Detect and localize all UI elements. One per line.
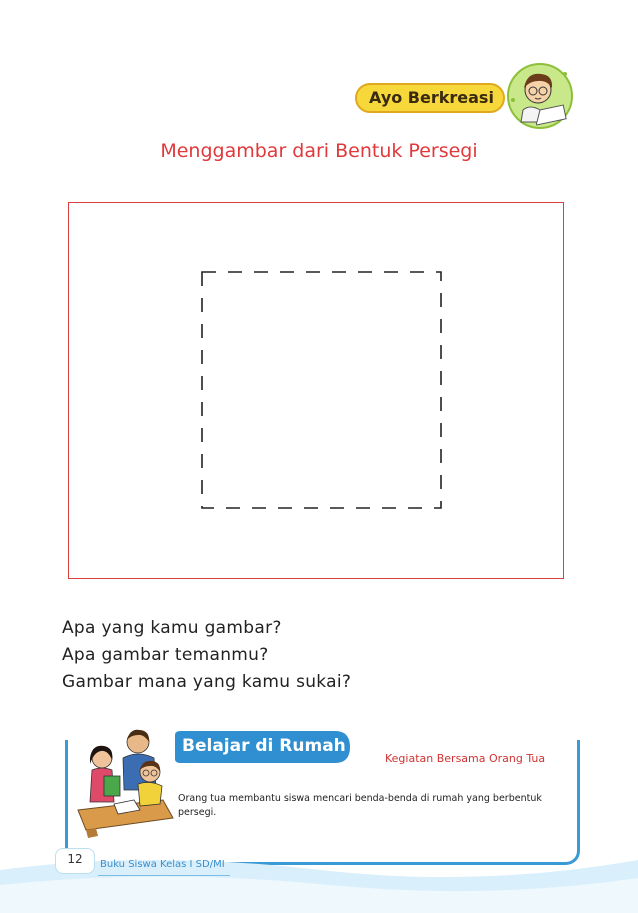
question-3: Gambar mana yang kamu sukai?: [62, 672, 352, 692]
footer-divider: [98, 875, 230, 876]
home-section-subtitle: Kegiatan Bersama Orang Tua: [385, 752, 546, 765]
child-drawing-illustration: [505, 60, 575, 132]
footer-wave-decoration: [0, 830, 638, 913]
home-section-description: Orang tua membantu siswa mencari benda-benda di rumah yang berbentuk persegi.: [178, 793, 542, 818]
activity-title: Menggambar dari Bentuk Persegi: [160, 140, 478, 162]
badge-label: Ayo Berkreasi: [369, 88, 494, 107]
question-1: Apa yang kamu gambar?: [62, 618, 282, 638]
home-section-title: Belajar di Rumah: [182, 736, 346, 756]
dashed-square-guide: [200, 270, 443, 510]
section-badge: [355, 83, 515, 113]
book-title: Buku Siswa Kelas I SD/MI: [100, 859, 225, 870]
question-2: Apa gambar temanmu?: [62, 645, 269, 665]
page-number: 12: [67, 852, 83, 866]
family-reading-illustration: [68, 720, 178, 840]
